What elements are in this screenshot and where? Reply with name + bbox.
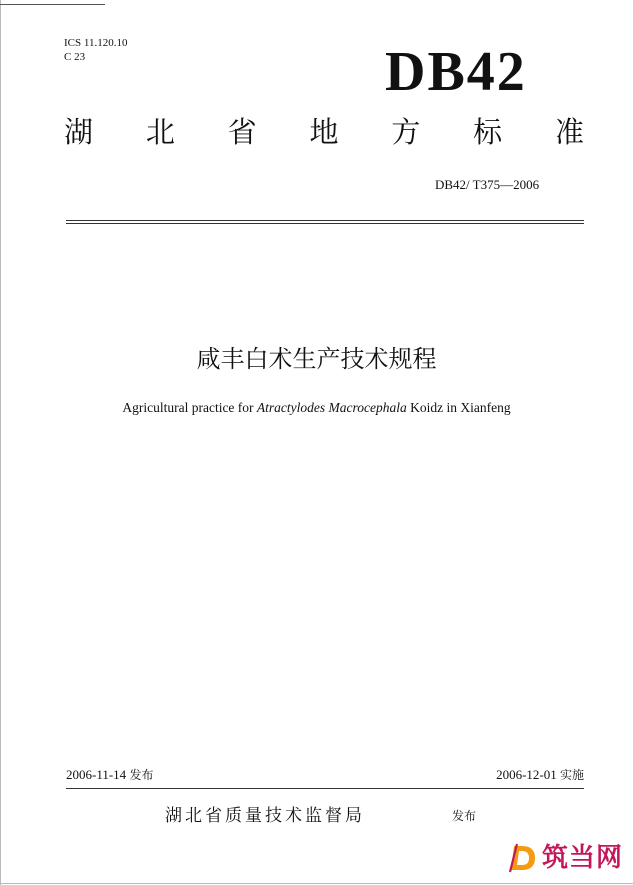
standard-code: DB42 [385, 41, 527, 103]
title-en-species: Atractylodes Macrocephala [256, 400, 407, 415]
header-divider-top [66, 220, 584, 221]
title-en-suffix: Koidz in Xianfeng [406, 400, 511, 415]
implementation-date-label: 实施 [559, 768, 584, 782]
issuing-authority-suffix: 发布 [452, 809, 477, 823]
watermark-d-icon [508, 842, 538, 874]
ccs-code: C 23 [64, 51, 86, 63]
implementation-date-value: 2006-12-01 [496, 767, 557, 782]
header-divider-bottom [66, 223, 584, 224]
issue-date [66, 767, 153, 783]
footer-divider [66, 788, 584, 789]
standard-type [64, 115, 584, 149]
issuing-authority: 湖北省质量技术监督局 [165, 806, 365, 826]
top-corner-rule [0, 4, 105, 5]
standard-number: DB42/ T375—2006 [435, 177, 540, 192]
issue-date-value: 2006-11-14 [66, 767, 127, 782]
watermark-text: 筑当网 [542, 843, 624, 873]
site-watermark [508, 840, 623, 876]
standard-type-char: 湖 [64, 115, 94, 149]
standard-type-char: 北 [145, 115, 175, 149]
title-en-prefix: Agricultural practice for [122, 400, 257, 415]
document-title-zh: 咸丰白术生产技术规程 [196, 345, 437, 373]
issue-date-label: 发布 [129, 768, 154, 782]
watermark-logo-icon [508, 842, 538, 874]
implementation-date [496, 767, 584, 783]
standard-type-char: 标 [473, 115, 503, 149]
standard-type-char: 方 [391, 115, 421, 149]
page-bottom-edge [0, 883, 633, 884]
ics-code: ICS 11.120.10 [64, 37, 128, 49]
page-left-edge [0, 0, 1, 885]
standard-type-char: 省 [227, 115, 257, 149]
document-title-en [0, 399, 633, 417]
standard-type-char: 地 [309, 115, 339, 149]
standard-type-char: 准 [554, 115, 584, 149]
